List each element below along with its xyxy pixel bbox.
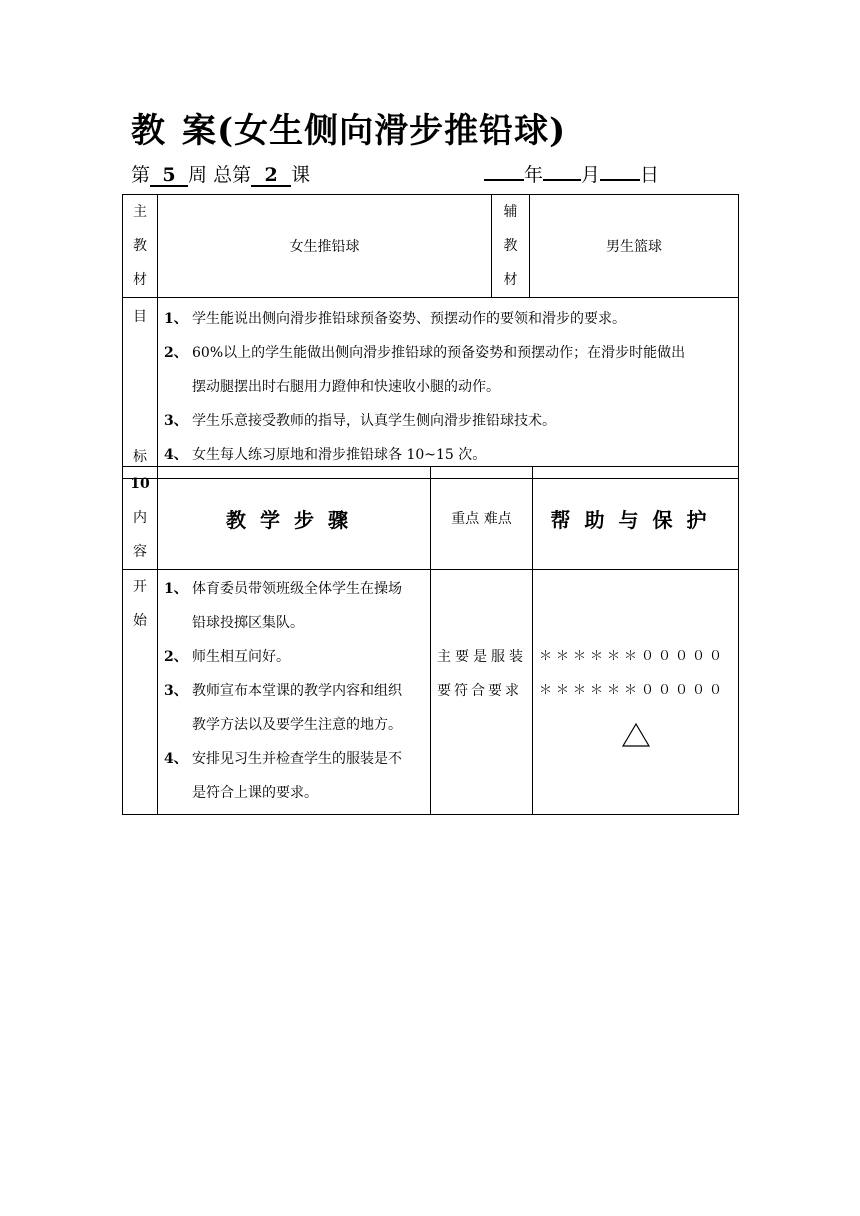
help-header: 帮助与保护 — [533, 467, 739, 570]
aux-material-value: 男生篮球 — [530, 195, 739, 298]
content-table — [122, 466, 739, 815]
key-points-header: 重点 难点 — [431, 467, 533, 570]
formation-diagram — [533, 570, 739, 815]
aux-material-label: 辅 教 材 — [492, 195, 530, 298]
formation-row: ＊＊＊＊＊＊０００００ — [539, 649, 727, 664]
materials-goals-table — [122, 194, 739, 479]
content-label: 10 内 容 — [123, 467, 158, 570]
main-material-value: 女生推铅球 — [158, 195, 492, 298]
start-label: 开 始 — [123, 570, 158, 815]
content-header-row — [123, 467, 739, 570]
lesson-number: 2 — [251, 165, 291, 187]
triangle-icon — [621, 722, 651, 748]
main-material-label: 主 教 材 — [123, 195, 158, 298]
week-lesson-line: 第 5 周 总第 2 课 — [131, 164, 311, 186]
date-line: 年 月 日 — [484, 160, 659, 187]
list-item: 3、 学生乐意接受教师的指导，认真学生侧向滑步推铅球技术。 — [164, 413, 556, 429]
formation-row: ＊＊＊＊＊＊０００００ — [539, 683, 727, 698]
goals-list: 1、 学生能说出侧向滑步推铅球预备姿势、预摆动作的要领和滑步的要求。 2、 60%以上的学生能做出侧向滑步推铅球的预备姿势和预摆动作；在滑步时能做出 摆动腿摆出时右腿用力蹬伸和快速收小腿的动作。 3、 学生乐意接受教师的指导，认真学生侧向滑步推铅球技术。 4、 女生每人练习原地和滑步推铅球各 10~15 次。 — [158, 298, 739, 479]
list-item: 2、 60%以上的学生能做出侧向滑步推铅球的预备姿势和预摆动作；在滑步时能做出 — [164, 345, 686, 361]
week-number: 5 — [150, 165, 188, 187]
steps-header: 教学步骤 — [158, 467, 431, 570]
start-row — [123, 570, 739, 815]
list-item: 3、 教师宣布本堂课的教学内容和组织 — [164, 683, 402, 699]
list-item: 1、 学生能说出侧向滑步推铅球预备姿势、预摆动作的要领和滑步的要求。 — [164, 311, 626, 327]
list-item: 1、 体育委员带领班级全体学生在操场 — [164, 581, 402, 597]
requirement-text: 主要是服装要符合要求 — [431, 570, 533, 815]
start-steps: 1、 体育委员带领班级全体学生在操场 铅球投掷区集队。 2、 师生相互问好。 3、 教师宣布本堂课的教学内容和组织 教学方法以及要学生注意的地方。 4、 安排见习生并检查学生的服装是不 是符合上课的要求。 — [158, 570, 431, 815]
list-item: 2、 师生相互问好。 — [164, 649, 290, 665]
list-item: 4、 女生每人练习原地和滑步推铅球各 10~15 次。 — [164, 447, 487, 463]
goals-label: 目 标 — [123, 298, 158, 479]
goals-row — [123, 298, 739, 479]
page-title: 教 案(女生侧向滑步推铅球) — [131, 111, 567, 151]
list-item: 4、 安排见习生并检查学生的服装是不 — [164, 751, 402, 767]
materials-row — [123, 195, 739, 298]
